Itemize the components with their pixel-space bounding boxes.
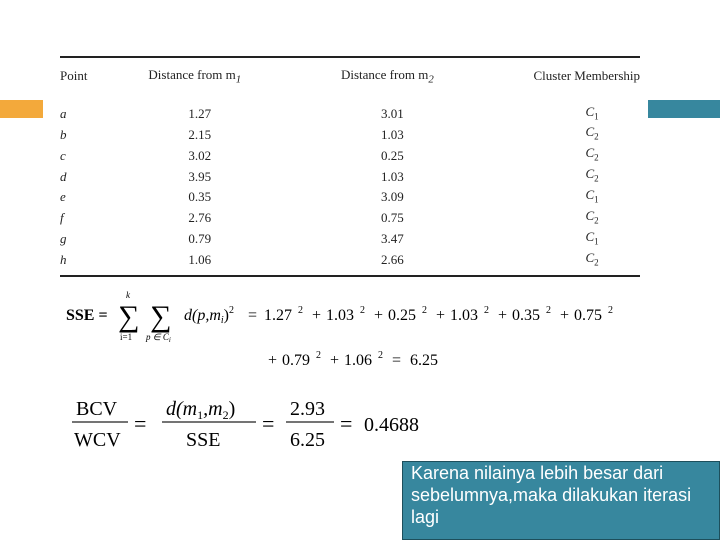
ratio-numerator-distance: $d(m_1,m_2)$ [166,398,236,422]
sum-lower-1: i=1 [120,332,133,342]
exponent: 2 [316,350,321,361]
cell-cluster: $C_2$ [585,145,599,163]
table-row [60,166,640,187]
sse-expansion-line-1 [264,305,613,324]
header-cluster-membership: Cluster Membership [533,68,640,84]
cell-distance-m1: 0.35 [188,189,212,205]
cell-cluster: $C_2$ [585,166,599,184]
table-row [60,145,640,166]
ratio-formula [72,388,492,458]
squared-term: 0.75 [574,307,602,324]
cell-distance-m2: 0.25 [380,147,404,163]
exponent: 2 [360,305,365,316]
sse-equals-2: = [392,352,402,369]
cell-cluster: $C_1$ [585,103,599,122]
squared-term: 0.79 [282,352,310,369]
plus-sign: + [436,307,446,324]
squared-term: 1.03 [450,307,478,324]
exponent: 2 [546,305,551,316]
table-row [60,229,640,250]
cell-distance-m2: 3.01 [380,105,404,121]
ratio-denominator-value: 6.25 [290,429,325,451]
cell-point: f [60,210,64,226]
cell-point: c [60,147,66,163]
cell-distance-m2: 2.66 [380,252,404,268]
cell-point: g [60,231,67,247]
cell-distance-m1: 3.95 [188,168,212,184]
table-header-row [60,58,640,94]
sse-formula [66,288,626,378]
exponent: 2 [422,305,427,316]
table-row [60,187,640,208]
ratio-equals-3: = [340,411,353,436]
sse-result: 6.25 [410,352,438,369]
exponent: 2 [608,305,613,316]
table-row [60,250,640,275]
cell-cluster: $C_1$ [585,187,599,205]
cell-distance-m2: 1.03 [380,168,404,184]
header-distance-m2: Distance from $m_2$ [340,67,434,86]
cell-point: d [60,168,67,184]
squared-term: 0.25 [388,307,416,324]
exponent: 2 [298,305,303,316]
cell-point: e [60,189,66,205]
cell-distance-m2: 3.47 [380,231,404,247]
table-bottom-rule [60,275,640,277]
plus-sign: + [560,307,570,324]
table-row [60,208,640,229]
cell-point: a [60,105,67,121]
cell-cluster: $C_2$ [585,249,599,268]
decorative-bar-right [648,100,720,118]
sum-lower-2: p ∈ $C_i$ [146,332,171,344]
ratio-equals-1: = [134,411,147,436]
decorative-bar-left [0,100,43,118]
header-distance-m1: Distance from $m_1$ [148,67,242,86]
cell-distance-m1: 1.27 [188,105,212,121]
squared-term: 1.06 [344,352,372,369]
sse-expansion-line-2 [268,350,438,369]
cell-cluster: $C_1$ [585,228,599,247]
cell-point: b [60,126,67,142]
sum-symbol-2: ∑ [150,300,172,333]
header-point: Point [60,68,88,84]
squared-term: 1.27 [264,307,292,324]
cell-cluster: $C_2$ [585,124,599,143]
plus-sign: + [312,307,322,324]
sse-label: SSE = [66,307,108,324]
cell-cluster: $C_2$ [585,208,599,226]
plus-sign: + [330,352,340,369]
cell-distance-m1: 3.02 [188,147,212,163]
ratio-denominator-sse: SSE [186,429,221,451]
note-text: Karena nilainya lebih besar dari sebelumnya,maka dilakukan iterasi lagi [411,463,692,527]
cell-point: h [60,252,67,268]
cell-distance-m1: 0.79 [188,231,212,247]
squared-term: 0.35 [512,307,540,324]
cell-distance-m2: 0.75 [380,210,404,226]
cell-distance-m1: 2.76 [188,210,212,226]
sse-term: $d(p,mi)^2$ [184,305,234,326]
ratio-equals-2: = [262,411,275,436]
sse-equals: = [248,307,258,324]
plus-sign: + [498,307,508,324]
sum-upper: k [126,290,130,300]
plus-sign: + [374,307,384,324]
ratio-denominator-wcv: WCV [74,429,121,451]
cell-distance-m2: 3.09 [380,189,404,205]
note-callout [402,461,720,540]
ratio-result: 0.4688 [364,414,419,436]
cell-distance-m1: 2.15 [188,126,212,142]
cell-distance-m1: 1.06 [188,252,212,268]
squared-term: 1.03 [326,307,354,324]
plus-sign: + [268,352,278,369]
table-row [60,124,640,145]
cell-distance-m2: 1.03 [380,126,404,142]
exponent: 2 [378,350,383,361]
ratio-numerator-value: 2.93 [290,398,325,420]
sum-symbol-1: ∑ [118,300,140,333]
distance-table [60,56,640,277]
ratio-numerator-bcv: BCV [76,398,118,420]
exponent: 2 [484,305,489,316]
table-row [60,94,640,125]
